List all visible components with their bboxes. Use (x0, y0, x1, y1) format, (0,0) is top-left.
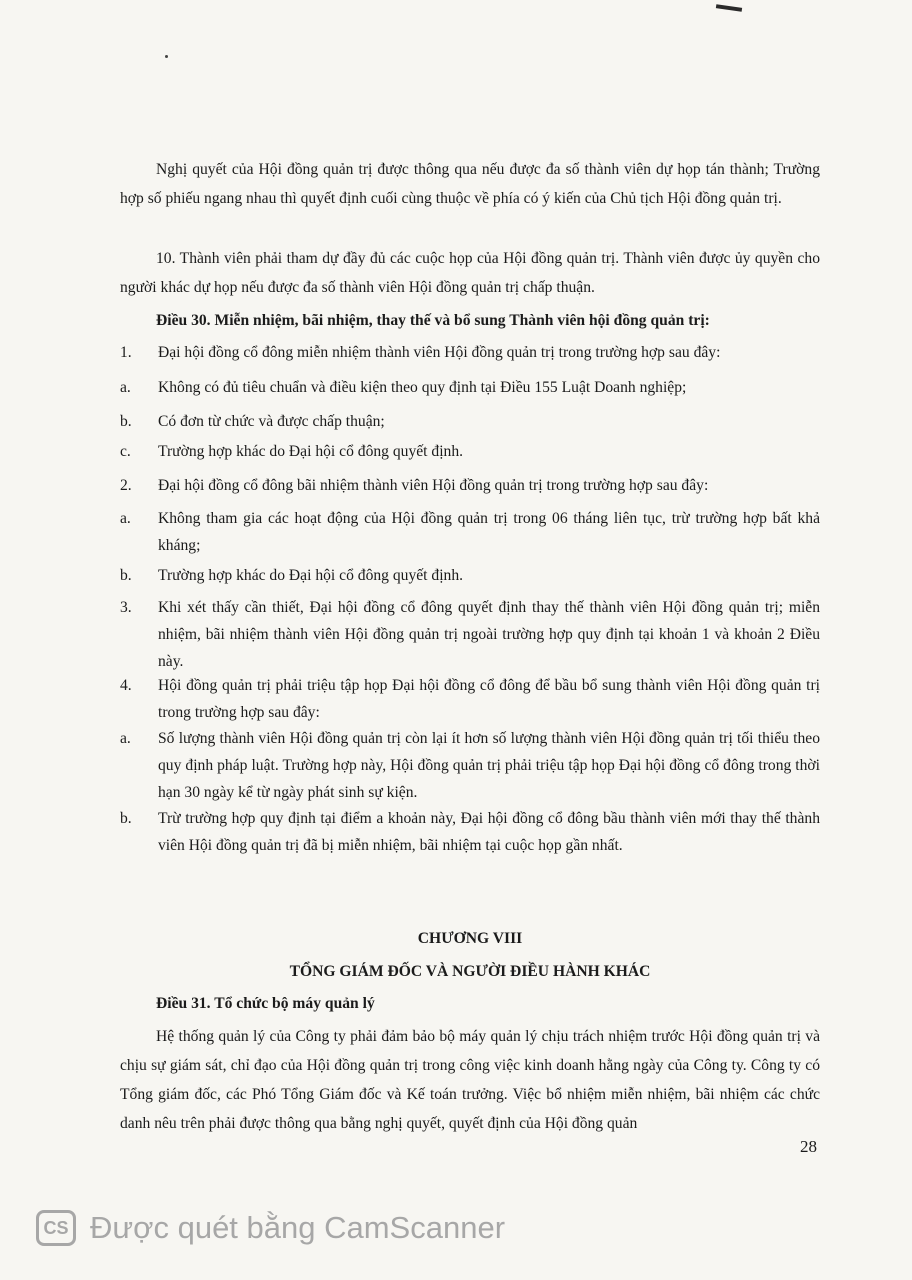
camscanner-watermark (36, 1206, 505, 1250)
item-label: 2. (120, 477, 132, 494)
list-item (120, 339, 820, 366)
item-label: b. (120, 413, 132, 430)
list-item (120, 374, 820, 401)
item-text: Số lượng thành viên Hội đồng quản trị còn lại ít hơn số lượng thành viên Hội đồng quản trị tối thiểu theo quy định pháp luật. Trường hợp này, Hội đồng quản trị phải triệu tập họp Đại hội đồng cổ đông trong thời hạn 30 ngày kể từ ngày phát sinh sự kiện. (158, 730, 820, 801)
item-label: a. (120, 379, 131, 396)
list-item (120, 562, 820, 589)
item-label: b. (120, 567, 132, 584)
list-item (120, 672, 820, 726)
item-text: Khi xét thấy cần thiết, Đại hội đồng cổ đông quyết định thay thế thành viên Hội đồng quản trị; miễn nhiệm, bãi nhiệm thành viên Hội đồng quản trị ngoài trường hợp quy định tại khoản 1 và khoản 2 Điều này. (158, 599, 820, 670)
list-item (120, 805, 820, 859)
item-label: a. (120, 730, 131, 747)
page-number: 28 (800, 1137, 817, 1156)
list-item (120, 725, 820, 806)
item-text: Đại hội đồng cổ đông bãi nhiệm thành viên Hội đồng quản trị trong trường hợp sau đây: (158, 477, 709, 494)
list-item (120, 472, 820, 499)
item-text: Có đơn từ chức và được chấp thuận; (158, 413, 385, 430)
chapter-title: TỔNG GIÁM ĐỐC VÀ NGƯỜI ĐIỀU HÀNH KHÁC (289, 963, 651, 980)
item-label: a. (120, 510, 131, 527)
paragraph-intro: Nghị quyết của Hội đồng quản trị được thông qua nếu được đa số thành viên dự họp tán thành; Trường hợp số phiếu ngang nhau thì quyết định cuối cùng thuộc về phía có ý kiến của Chủ tịch Hội đồng quản trị. (120, 161, 820, 207)
item-label: 1. (120, 344, 132, 361)
list-item (120, 505, 820, 559)
item-text: Đại hội đồng cổ đông miễn nhiệm thành viên Hội đồng quản trị trong trường hợp sau đây: (158, 344, 721, 361)
article-31-text: Hệ thống quản lý của Công ty phải đảm bảo bộ máy quản lý chịu trách nhiệm trước Hội đồng quản trị và chịu sự giám sát, chỉ đạo của Hội đồng quản trị trong công việc kinh doanh hằng ngày của Công ty. Công ty có Tổng giám đốc, các Phó Tổng Giám đốc và Kế toán trưởng. Việc bổ nhiệm miễn nhiệm, bãi nhiệm các chức danh nêu trên phải được thông qua bằng nghị quyết, quyết định của Hội đồng quản (120, 1028, 820, 1132)
item-text: Không tham gia các hoạt động của Hội đồng quản trị trong 06 tháng liên tục, trừ trường hợp bất khả kháng; (158, 510, 820, 554)
camscanner-logo-icon: CS (36, 1210, 76, 1246)
item-label: 4. (120, 677, 132, 694)
chapter-number: CHƯƠNG VIII (417, 930, 523, 947)
item-label: c. (120, 443, 131, 460)
item-text: Trường hợp khác do Đại hội cổ đông quyết định. (158, 443, 464, 460)
scan-mark (716, 4, 742, 12)
item-text: Hội đồng quản trị phải triệu tập họp Đại hội đồng cổ đông để bầu bổ sung thành viên Hội đồng quản trị trong trường hợp sau đây: (158, 677, 820, 721)
article-31-heading: Điều 31. Tổ chức bộ máy quản lý (156, 995, 375, 1012)
item-label: 3. (120, 599, 132, 616)
scan-dot (165, 55, 168, 58)
list-item (120, 408, 820, 435)
list-item (120, 438, 820, 465)
item-text: Trường hợp khác do Đại hội cổ đông quyết định. (158, 567, 464, 584)
item-text: Không có đủ tiêu chuẩn và điều kiện theo quy định tại Điều 155 Luật Doanh nghiệp; (158, 379, 687, 396)
article-30-heading: Điều 30. Miễn nhiệm, bãi nhiệm, thay thế và bổ sung Thành viên hội đồng quản trị: (156, 312, 710, 329)
watermark-text: Được quét bằng CamScanner (90, 1210, 506, 1245)
list-item (120, 594, 820, 675)
paragraph-10: 10. Thành viên phải tham dự đầy đủ các cuộc họp của Hội đồng quản trị. Thành viên được ủy quyền cho người khác dự họp nếu được đa số thành viên Hội đồng quản trị chấp thuận. (120, 250, 820, 296)
item-label: b. (120, 810, 132, 827)
item-text: Trừ trường hợp quy định tại điểm a khoản này, Đại hội đồng cổ đông bầu thành viên mới thay thế thành viên Hội đồng quản trị đã bị miễn nhiệm, bãi nhiệm tại cuộc họp gần nhất. (158, 810, 820, 854)
